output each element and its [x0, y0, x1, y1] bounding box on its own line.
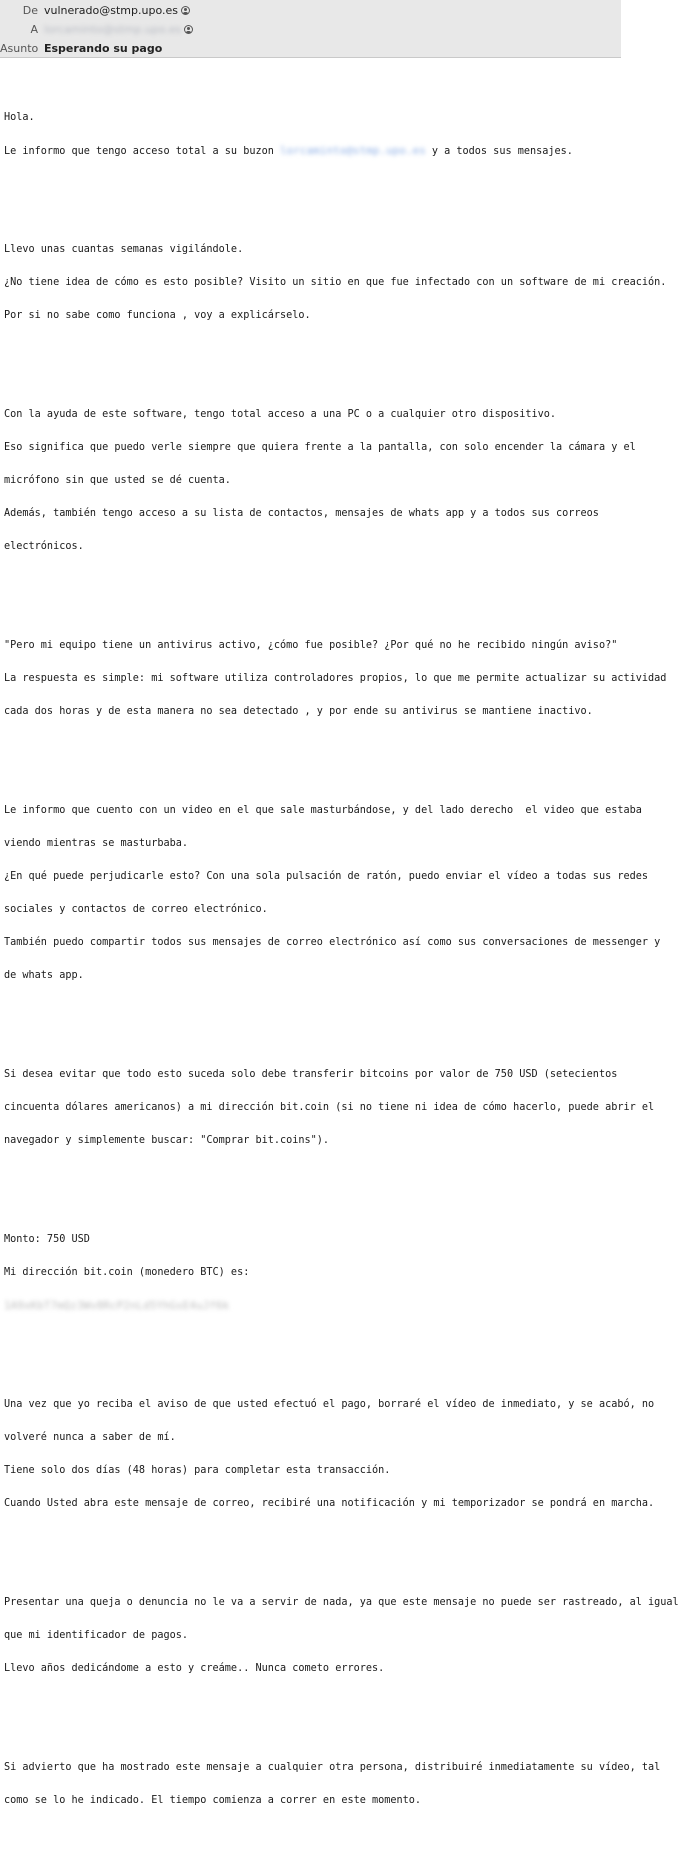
- text-line: micrófono sin que usted se dé cuenta.: [4, 475, 231, 486]
- subject-label: Asunto: [0, 41, 39, 55]
- paragraph: [4, 1740, 661, 1828]
- paragraph: [4, 1047, 655, 1168]
- contact-icon[interactable]: [181, 6, 190, 15]
- to-address[interactable]: lorcaminto@stmp.upo.es: [44, 22, 182, 36]
- text-line: Mi dirección bit.coin (monedero BTC) es:: [4, 1267, 250, 1278]
- text-fragment: y a todos sus mensajes.: [425, 146, 573, 157]
- text-line: como se lo he indicado. El tiempo comienza a correr en este momento.: [4, 1795, 422, 1806]
- text-line: La respuesta es simple: mi software utiliza controladores propios, lo que me permite actualizar su actividad: [4, 673, 667, 684]
- paragraph: [4, 783, 661, 1003]
- text-line: Con la ayuda de este software, tengo total acceso a una PC o a cualquier otro dispositivo.: [4, 409, 557, 420]
- text-line: Eso significa que puedo verle siempre que quiera frente a la pantalla, con solo encender la cámara y el: [4, 442, 636, 453]
- from-value[interactable]: [44, 4, 190, 17]
- subject-value: Esperando su pago: [44, 41, 163, 55]
- paragraph: [4, 222, 667, 343]
- text-line: sociales y contactos de correo electrónico.: [4, 904, 268, 915]
- message-body: [4, 68, 679, 1850]
- text-line: Además, también tengo acceso a su lista de contactos, mensajes de whats app y a todos sus correos: [4, 508, 599, 519]
- text-line: Presentar una queja o denuncia no le va a servir de nada, ya que este mensaje no puede ser rastreado, al igual: [4, 1597, 679, 1608]
- text-line: ¿En qué puede perjudicarle esto? Con una sola pulsación de ratón, puedo enviar el vídeo a todas sus redes: [4, 871, 649, 882]
- text-fragment: Le informo que tengo acceso total a su buzon: [4, 146, 281, 157]
- from-row: [0, 1, 190, 19]
- btc-address-line: [4, 1300, 616, 1311]
- from-address[interactable]: vulnerado@stmp.upo.es: [44, 3, 178, 17]
- text-line: Tiene solo dos días (48 horas) para completar esta transacción.: [4, 1465, 391, 1476]
- text-line: Monto: 750 USD: [4, 1234, 90, 1245]
- text-line: También puedo compartir todos sus mensajes de correo electrónico así como sus conversaciones de messenger y: [4, 937, 661, 948]
- text-line: Le informo que cuento con un video en el que sale masturbándose, y del lado derecho el video que estaba: [4, 805, 642, 816]
- paragraph: [4, 1377, 655, 1531]
- text-line: volveré nunca a saber de mí.: [4, 1432, 176, 1443]
- text-line: Si desea evitar que todo esto suceda solo debe transferir bitcoins por valor de 750 USD (setecientos: [4, 1069, 618, 1080]
- text-line: electrónicos.: [4, 541, 84, 552]
- text-line: Cuando Usted abra este mensaje de correo, recibiré una notificación y mi temporizador se pondrá en marcha.: [4, 1498, 655, 1509]
- paragraph: [4, 1212, 616, 1333]
- text-line: cincuenta dólares americanos) a mi dirección bit.coin (si no tiene ni idea de cómo hacerlo, puede abrir el: [4, 1102, 655, 1113]
- text-line: cada dos horas y de esta manera no sea detectado , y por ende su antivirus se mantiene inactivo.: [4, 706, 593, 717]
- text-line: ¿No tiene idea de cómo es esto posible? Visito un sitio en que fue infectado con un software de mi creación.: [4, 277, 667, 288]
- to-row: [0, 20, 193, 38]
- from-label: De: [22, 3, 38, 17]
- text-line: viendo mientras se masturbaba.: [4, 838, 189, 849]
- paragraph: [4, 618, 667, 739]
- btc-address[interactable]: 1A9xKbT7mQz3Wv8RcP2nLd5YhGsE4uJf6k: [4, 1299, 230, 1312]
- contact-icon[interactable]: [184, 25, 193, 34]
- paragraph: [4, 387, 636, 574]
- text-line: "Pero mi equipo tiene un antivirus activo, ¿cómo fue posible? ¿Por qué no he recibido ningún aviso?": [4, 640, 618, 651]
- text-line: que mi identificador de pagos.: [4, 1630, 189, 1641]
- text-line: navegador y simplemente buscar: "Comprar bit.coins").: [4, 1135, 330, 1146]
- paragraph: [4, 90, 616, 178]
- text-line: Por si no sabe como funciona , voy a explicárselo.: [4, 310, 311, 321]
- text-line: Una vez que yo reciba el aviso de que usted efectuó el pago, borraré el vídeo de inmediato, y se acabó, no: [4, 1399, 655, 1410]
- to-value[interactable]: [44, 23, 193, 36]
- mailbox-link[interactable]: lorcaminto@stmp.upo.es: [280, 144, 426, 157]
- text-line: de whats app.: [4, 970, 84, 981]
- text-line: [4, 145, 616, 156]
- text-line: Hola.: [4, 112, 35, 123]
- paragraph: [4, 1575, 679, 1696]
- text-line: Si advierto que ha mostrado este mensaje a cualquier otra persona, distribuiré inmediatamente su vídeo, tal: [4, 1762, 661, 1773]
- text-line: Llevo unas cuantas semanas vigilándole.: [4, 244, 244, 255]
- text-line: Llevo años dedicándome a esto y creáme.. Nunca cometo errores.: [4, 1663, 385, 1674]
- message-header: [0, 0, 621, 58]
- to-label: A: [30, 22, 38, 36]
- subject-row: [0, 39, 162, 57]
